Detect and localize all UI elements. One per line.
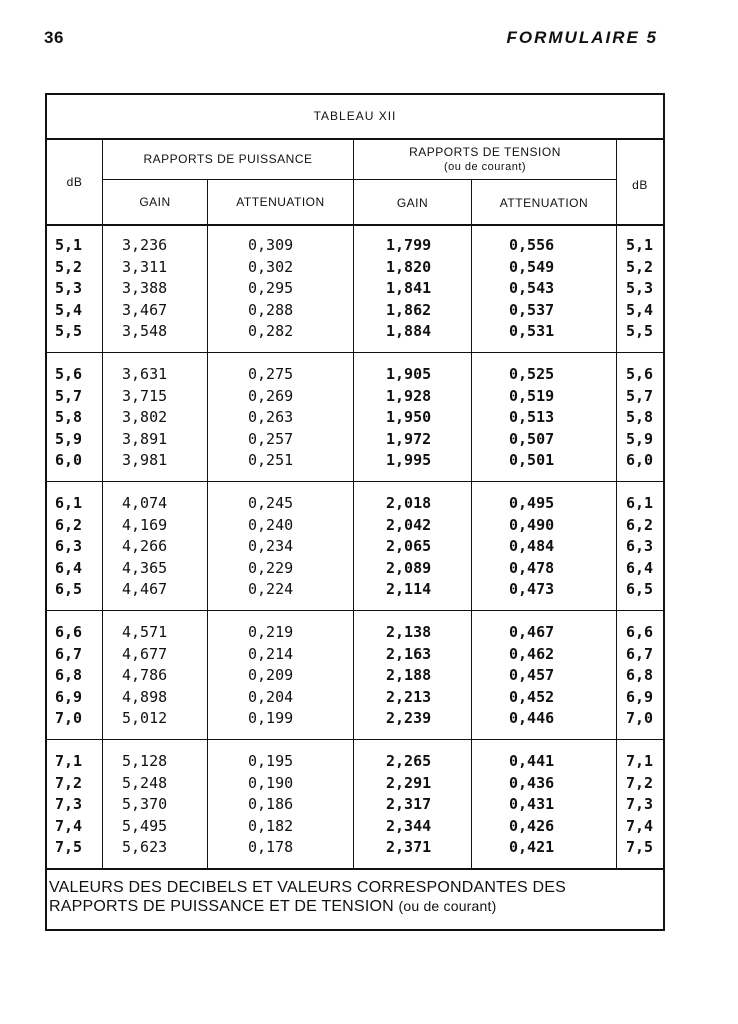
caption-line-2 — [49, 897, 665, 916]
db-value-left: 6,5 — [55, 580, 83, 598]
header-db-left: dB — [66, 175, 83, 189]
voltage-gain-value: 1,841 — [386, 279, 432, 297]
db-value-right: 6,7 — [626, 644, 654, 663]
db-value-right: 6,8 — [626, 666, 654, 684]
caption-line-2-main: RAPPORTS DE PUISSANCE ET DE TENSION — [49, 898, 394, 915]
voltage-gain-value: 1,884 — [386, 322, 432, 340]
voltage-gain-value: 1,799 — [386, 236, 432, 254]
power-gain-value: 5,012 — [122, 709, 168, 727]
db-value-right: 6,3 — [626, 537, 654, 555]
db-value-right: 5,4 — [626, 300, 654, 319]
header-power-attenuation: ATTENUATION — [236, 195, 325, 209]
db-value-right: 6,2 — [626, 515, 654, 534]
power-gain-value: 4,365 — [122, 558, 168, 577]
group-separator — [47, 352, 663, 353]
voltage-gain-value: 1,862 — [386, 300, 432, 319]
voltage-attenuation-value: 0,436 — [509, 773, 555, 792]
voltage-attenuation-value: 0,467 — [509, 623, 555, 641]
db-value-left: 5,7 — [55, 386, 83, 405]
voltage-gain-value: 2,265 — [386, 752, 432, 770]
power-attenuation-value: 0,245 — [248, 494, 294, 512]
voltage-attenuation-value: 0,462 — [509, 644, 555, 663]
voltage-gain-value: 1,972 — [386, 429, 432, 448]
db-value-left: 6,7 — [55, 644, 83, 663]
power-attenuation-value: 0,209 — [248, 666, 294, 684]
db-value-left: 5,6 — [55, 365, 83, 383]
db-value-left: 7,5 — [55, 838, 83, 856]
db-value-right: 7,1 — [626, 752, 654, 770]
column-divider — [207, 179, 208, 868]
voltage-gain-value: 2,371 — [386, 838, 432, 856]
power-attenuation-value: 0,214 — [248, 644, 294, 663]
db-value-right: 7,0 — [626, 709, 654, 727]
power-gain-value: 5,495 — [122, 816, 168, 835]
voltage-attenuation-value: 0,484 — [509, 537, 555, 555]
decibel-table — [45, 93, 665, 931]
power-gain-value: 4,074 — [122, 494, 168, 512]
db-value-left: 6,8 — [55, 666, 83, 684]
power-attenuation-value: 0,275 — [248, 365, 294, 383]
voltage-gain-value: 1,820 — [386, 257, 432, 276]
power-gain-value: 5,128 — [122, 752, 168, 770]
db-value-right: 6,6 — [626, 623, 654, 641]
power-gain-value: 5,623 — [122, 838, 168, 856]
header-db-right: dB — [632, 178, 648, 192]
voltage-attenuation-value: 0,457 — [509, 666, 555, 684]
voltage-attenuation-value: 0,490 — [509, 515, 555, 534]
header-bottom-rule — [47, 224, 663, 226]
power-gain-value: 3,467 — [122, 300, 168, 319]
power-gain-value: 3,631 — [122, 365, 168, 383]
voltage-gain-value: 2,291 — [386, 773, 432, 792]
db-value-right: 7,3 — [626, 795, 654, 813]
running-head: FORMULAIRE 5 — [506, 28, 658, 47]
power-gain-value: 3,981 — [122, 451, 168, 469]
power-attenuation-value: 0,219 — [248, 623, 294, 641]
caption-line-1: VALEURS DES DECIBELS ET VALEURS CORRESPONDANTES DES — [49, 879, 567, 896]
db-value-left: 6,0 — [55, 451, 83, 469]
db-value-left: 6,2 — [55, 515, 83, 534]
power-attenuation-value: 0,234 — [248, 537, 294, 555]
voltage-attenuation-value: 0,525 — [509, 365, 555, 383]
voltage-gain-value: 2,089 — [386, 558, 432, 577]
power-attenuation-value: 0,269 — [248, 386, 294, 405]
voltage-attenuation-value: 0,421 — [509, 838, 555, 856]
db-value-left: 5,5 — [55, 322, 83, 340]
table-title: TABLEAU XII — [47, 95, 663, 140]
power-gain-value: 4,169 — [122, 515, 168, 534]
db-value-right: 6,4 — [626, 558, 654, 577]
group-separator — [47, 610, 663, 611]
power-gain-value: 4,266 — [122, 537, 168, 555]
voltage-attenuation-value: 0,446 — [509, 709, 555, 727]
db-value-right: 5,2 — [626, 257, 654, 276]
header-voltage-attenuation: ATTENUATION — [499, 196, 589, 210]
db-value-right: 5,7 — [626, 386, 654, 405]
power-attenuation-value: 0,251 — [248, 451, 294, 469]
voltage-attenuation-value: 0,543 — [509, 279, 555, 297]
power-attenuation-value: 0,229 — [248, 558, 294, 577]
power-attenuation-value: 0,195 — [248, 752, 294, 770]
voltage-gain-value: 2,344 — [386, 816, 432, 835]
voltage-gain-value: 2,213 — [386, 687, 432, 706]
db-value-left: 7,0 — [55, 709, 83, 727]
voltage-gain-value: 2,018 — [386, 494, 432, 512]
db-value-right: 5,9 — [626, 429, 654, 448]
power-gain-value: 5,248 — [122, 773, 168, 792]
power-attenuation-value: 0,263 — [248, 408, 294, 426]
power-attenuation-value: 0,295 — [248, 279, 294, 297]
db-value-right: 5,5 — [626, 322, 654, 340]
power-gain-value: 3,891 — [122, 429, 168, 448]
power-gain-value: 5,370 — [122, 795, 168, 813]
db-value-left: 7,2 — [55, 773, 83, 792]
db-value-left: 7,3 — [55, 795, 83, 813]
voltage-attenuation-value: 0,519 — [509, 386, 555, 405]
voltage-gain-value: 2,114 — [386, 580, 432, 598]
power-attenuation-value: 0,240 — [248, 515, 294, 534]
power-gain-value: 4,677 — [122, 644, 168, 663]
power-attenuation-value: 0,224 — [248, 580, 294, 598]
voltage-gain-value: 2,138 — [386, 623, 432, 641]
header-voltage-subtitle: (ou de courant) — [443, 161, 527, 173]
power-gain-value: 4,467 — [122, 580, 168, 598]
power-attenuation-value: 0,309 — [248, 236, 294, 254]
db-value-left: 5,1 — [55, 236, 83, 254]
voltage-attenuation-value: 0,513 — [509, 408, 555, 426]
voltage-gain-value: 1,928 — [386, 386, 432, 405]
voltage-gain-value: 2,163 — [386, 644, 432, 663]
group-separator — [47, 481, 663, 482]
voltage-gain-value: 2,042 — [386, 515, 432, 534]
db-value-right: 6,5 — [626, 580, 654, 598]
voltage-gain-value: 2,317 — [386, 795, 432, 813]
db-value-left: 6,6 — [55, 623, 83, 641]
db-value-left: 5,8 — [55, 408, 83, 426]
voltage-gain-value: 2,065 — [386, 537, 432, 555]
voltage-attenuation-value: 0,426 — [509, 816, 555, 835]
power-gain-value: 3,802 — [122, 408, 168, 426]
db-value-left: 7,4 — [55, 816, 83, 835]
db-value-left: 5,4 — [55, 300, 83, 319]
power-attenuation-value: 0,288 — [248, 300, 294, 319]
db-value-left: 6,9 — [55, 687, 83, 706]
power-gain-value: 3,236 — [122, 236, 168, 254]
power-gain-value: 4,898 — [122, 687, 168, 706]
header-voltage-gain: GAIN — [396, 196, 429, 210]
db-value-right: 5,3 — [626, 279, 654, 297]
db-value-right: 5,6 — [626, 365, 654, 383]
voltage-attenuation-value: 0,441 — [509, 752, 555, 770]
voltage-attenuation-value: 0,507 — [509, 429, 555, 448]
voltage-attenuation-value: 0,473 — [509, 580, 555, 598]
voltage-attenuation-value: 0,431 — [509, 795, 555, 813]
power-gain-value: 4,786 — [122, 666, 168, 684]
voltage-attenuation-value: 0,501 — [509, 451, 555, 469]
db-value-left: 7,1 — [55, 752, 83, 770]
power-attenuation-value: 0,257 — [248, 429, 294, 448]
power-attenuation-value: 0,204 — [248, 687, 294, 706]
db-value-right: 7,5 — [626, 838, 654, 856]
db-value-right: 7,4 — [626, 816, 654, 835]
voltage-gain-value: 2,239 — [386, 709, 432, 727]
power-gain-value: 3,311 — [122, 257, 168, 276]
header-power-gain: GAIN — [139, 195, 171, 209]
db-value-right: 6,9 — [626, 687, 654, 706]
voltage-attenuation-value: 0,537 — [509, 300, 555, 319]
voltage-attenuation-value: 0,549 — [509, 257, 555, 276]
power-attenuation-value: 0,190 — [248, 773, 294, 792]
column-divider — [102, 140, 103, 868]
page-number: 36 — [44, 28, 64, 47]
group-separator — [47, 739, 663, 740]
db-value-right: 5,8 — [626, 408, 654, 426]
voltage-gain-value: 1,905 — [386, 365, 432, 383]
voltage-attenuation-value: 0,495 — [509, 494, 555, 512]
column-divider — [471, 179, 472, 868]
table-bottom-rule — [47, 868, 663, 870]
db-value-left: 6,1 — [55, 494, 83, 512]
db-value-right: 7,2 — [626, 773, 654, 792]
voltage-attenuation-value: 0,531 — [509, 322, 555, 340]
db-value-right: 6,0 — [626, 451, 654, 469]
power-attenuation-value: 0,178 — [248, 838, 294, 856]
voltage-attenuation-value: 0,452 — [509, 687, 555, 706]
power-gain-value: 4,571 — [122, 623, 168, 641]
power-attenuation-value: 0,186 — [248, 795, 294, 813]
header-power-ratios: RAPPORTS DE PUISSANCE — [143, 152, 313, 166]
column-divider — [616, 140, 617, 868]
voltage-gain-value: 2,188 — [386, 666, 432, 684]
db-value-left: 5,2 — [55, 257, 83, 276]
power-attenuation-value: 0,182 — [248, 816, 294, 835]
voltage-attenuation-value: 0,556 — [509, 236, 555, 254]
db-value-left: 5,9 — [55, 429, 83, 448]
voltage-gain-value: 1,995 — [386, 451, 432, 469]
voltage-attenuation-value: 0,478 — [509, 558, 555, 577]
header-voltage-ratios: RAPPORTS DE TENSION — [409, 145, 561, 159]
power-gain-value: 3,388 — [122, 279, 168, 297]
power-attenuation-value: 0,302 — [248, 257, 294, 276]
db-value-right: 6,1 — [626, 494, 654, 512]
column-divider — [353, 140, 354, 868]
power-gain-value: 3,548 — [122, 322, 168, 340]
caption-line-2-note: (ou de courant) — [398, 898, 497, 914]
header-divider — [102, 179, 616, 180]
db-value-left: 5,3 — [55, 279, 83, 297]
db-value-left: 6,3 — [55, 537, 83, 555]
db-value-left: 6,4 — [55, 558, 83, 577]
power-attenuation-value: 0,282 — [248, 322, 294, 340]
voltage-gain-value: 1,950 — [386, 408, 432, 426]
db-value-right: 5,1 — [626, 236, 654, 254]
power-attenuation-value: 0,199 — [248, 709, 294, 727]
power-gain-value: 3,715 — [122, 386, 168, 405]
table-caption — [49, 878, 665, 916]
